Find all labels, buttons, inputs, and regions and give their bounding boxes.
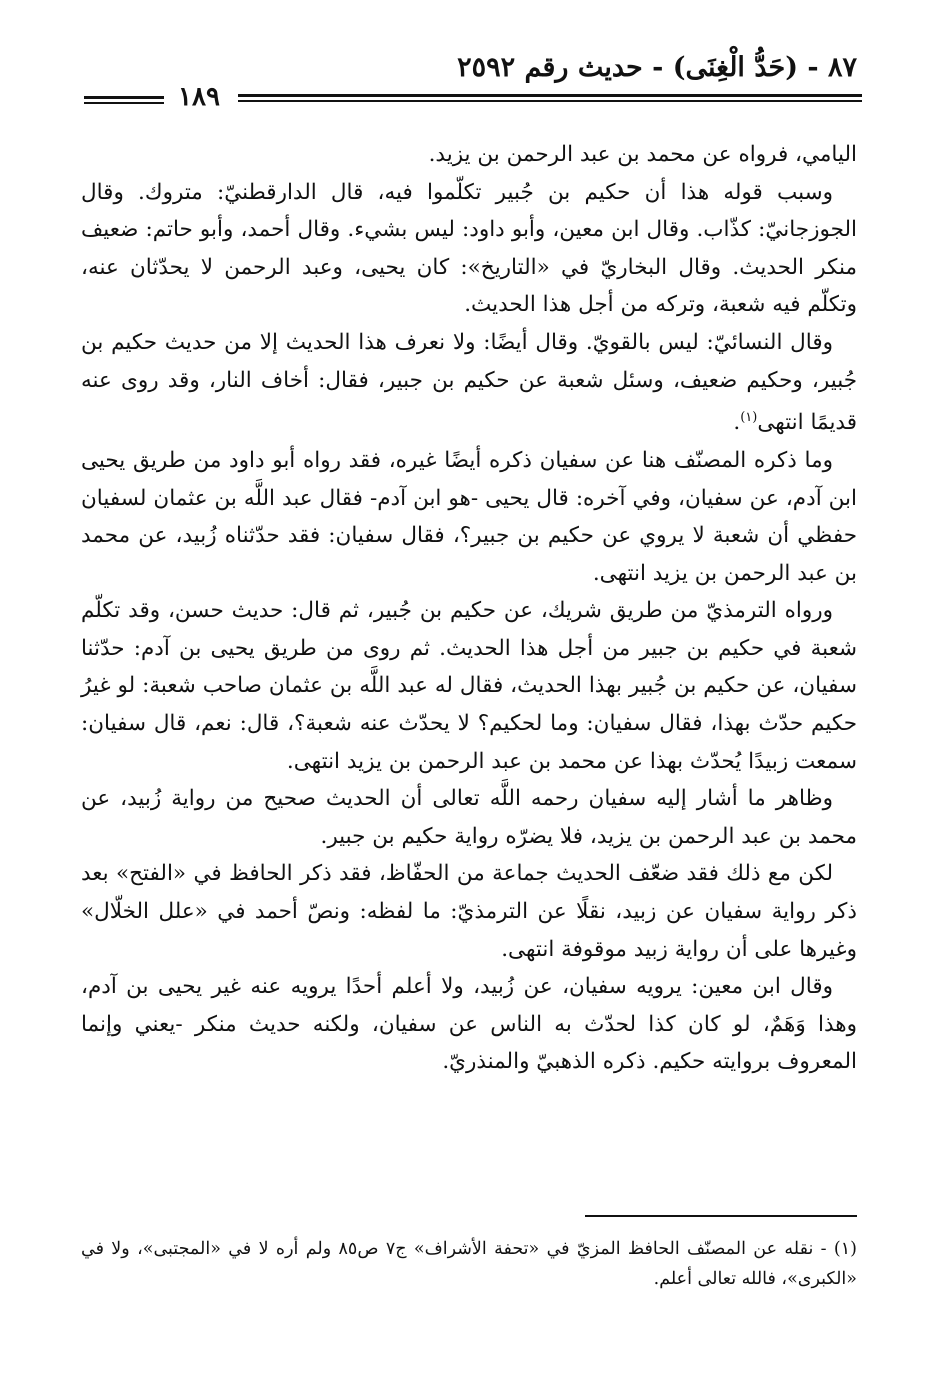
- paragraph-7: لكن مع ذلك فقد ضعّف الحديث جماعة من الحفّاظ، فقد ذكر الحافظ في «الفتح» بعد ذكر رواية سفيان عن زبيد، نقلًا عن الترمذيّ: ما لفظه: ونصّ أحمد في «علل الخلّال» وغيرها على أن رواية زبيد موقوفة انتهى.: [81, 861, 857, 962]
- paragraph-4: وما ذكره المصنّف هنا عن سفيان ذكره أيضًا غيره، فقد رواه أبو داود من طريق يحيى ابن آدم، عن سفيان، وفي آخره: قال يحيى -هو ابن آدم- فقال عبد اللَّه بن عثمان لسفيان حفظي أن شعبة لا يروي عن حكيم بن جبير؟، فقال سفيان: فقد حدّثناه زُبيد، عن محمد بن عبد الرحمن بن يزيد انتهى.: [81, 447, 857, 586]
- paragraph-5: ورواه الترمذيّ من طريق شريك، عن حكيم بن جُبير، ثم قال: حديث حسن، وقد تكلّم شعبة في حكيم بن جبير من أجل هذا الحديث. ثم روى من طريق يحيى بن آدم: حدّثنا سفيان، عن حكيم بن جُبير بهذا الحديث، فقال له عبد اللَّه بن عثمان صاحب شعبة: لو غيرُ حكيم حدّث بهذا، فقال سفيان: وما لحكيم؟ لا يحدّث عنه شعبة؟، قال: نعم، قال سفيان: سمعت زبيدًا يُحدّث بهذا عن محمد بن عبد الرحمن بن يزيد انتهى.: [81, 598, 857, 774]
- paragraph-8: وقال ابن معين: يرويه سفيان، عن زُبيد، ولا أعلم أحدًا يرويه عنه غير يحيى بن آدم، وهذا وَهَمٌ، لو كان كذا لحدّث به الناس عن سفيان، ولكنه حديث منكر -يعني وإنما المعروف بروايته حكيم. ذكره الذهبيّ والمنذريّ.: [81, 974, 857, 1075]
- header-rule-left: [84, 96, 164, 99]
- paragraph-6: وظاهر ما أشار إليه سفيان رحمه اللَّه تعالى أن الحديث صحيح من رواية زُبيد، عن محمد بن عبد الرحمن بن يزيد، فلا يضرّه رواية حكيم بن جبير.: [81, 786, 857, 849]
- running-title: ٨٧ - (حَدُّ الْغِنَى) - حديث رقم ٢٥٩٢: [457, 52, 857, 83]
- paragraph-3-text: وقال النسائيّ: ليس بالقويّ. وقال أيضًا: ولا نعرف هذا الحديث إلا من حديث حكيم بن جُبير، وحكيم ضعيف، وسئل شعبة عن حكيم بن جبير، فقال: أخاف النار، وقد روى عنه قديمًا انتهى: [81, 329, 857, 436]
- main-text: [81, 136, 857, 1081]
- footnote: (١) - نقله عن المصنّف الحافظ المزيّ في «تحفة الأشراف» ج٧ ص٨٥ ولم أره لا في «المجتبى»، ولا في «الكبرى»، فالله تعالى أعلم.: [81, 1239, 857, 1289]
- header-rule-right: [238, 94, 862, 97]
- footnote-separator: [585, 1215, 857, 1217]
- footnote-marker: (١): [740, 410, 758, 426]
- paragraph-1: اليامي، فرواه عن محمد بن عبد الرحمن بن يزيد.: [428, 142, 857, 167]
- page-number: ١٨٩: [178, 82, 220, 112]
- paragraph-2: وسبب قوله هذا أن حكيم بن جُبير تكلّموا فيه، قال الدارقطنيّ: متروك. وقال الجوزجانيّ: كذّاب. وقال ابن معين، وأبو داود: ليس بشيء. وقال أحمد، وأبو حاتم: ضعيف منكر الحديث. وقال البخاريّ في «التاريخ»: كان يحيى، وعبد الرحمن لا يحدّثان عنه، وتكلّم فيه شعبة، وتركه من أجل هذا الحديث.: [81, 179, 857, 318]
- paragraph-3: وقال النسائيّ: ليس بالقويّ. وقال أيضًا: ولا نعرف هذا الحديث إلا من حديث حكيم بن جُبير، وحكيم ضعيف، وسئل شعبة عن حكيم بن جبير، فقال: أخاف النار، وقد روى عنه قديمًا انتهى$^{(١)}$.: [81, 329, 857, 436]
